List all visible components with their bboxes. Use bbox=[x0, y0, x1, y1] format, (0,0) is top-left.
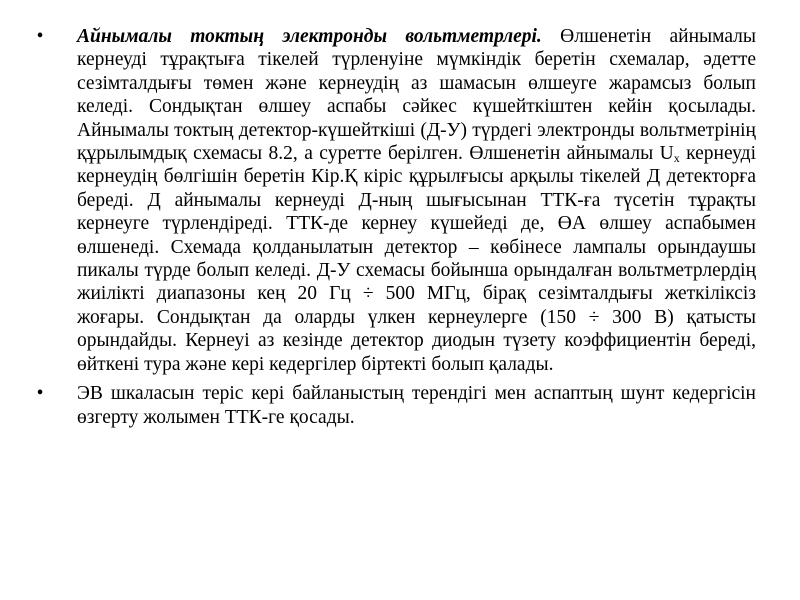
bullet-dot-icon: • bbox=[36, 383, 44, 405]
voltage-subscript: x bbox=[673, 151, 680, 166]
bullet-heading: Айнымалы токтың электронды вольтметрлері. bbox=[77, 26, 542, 47]
bullet-text-part-1: Өлшенетін айнымалы кернеуді тұрақтыға тікелей түрленуіне мүмкіндік беретін схемалар, әдетте сезімталдығы төмен және кернеудің аз шамасын өлшеуге жарамсыз болып келеді. Сондықтан өлшеу аспабы сәйкес күшейткіштен кейін қосылады. Айнымалы токтың детектор-күшейткіші (Д-У) түрдегі электронды вольтметрінің құрылымдық схемасы 8.2, а суретте берілген. Өлшенетін айнымалы U bbox=[77, 26, 756, 165]
bullet-text-part-2: кернеуді кернеудің бөлгішін беретін Кір.Қ кіріс құрылғысы арқылы тікелей Д детекторға береді. Д айнымалы кернеуді Д-ның шығысынан ТТК-ға түсетін тұрақты кернеуге түрлендіреді. ТТК-де кернеу күшейеді де, ӨА өлшеу аспабымен өлшенеді. Схемада қолданылатын детектор – көбінесе лампалы орындаушы пикалы түрде болып келеді. Д-У схемасы бойынша орындалған вольтметрлердің жиілікті диапазоны кең 20 Гц ÷ 500 МГц, бірақ сезімталдығы жеткіліксіз жоғары. Сондықтан да оларды үлкен кернеулерге (150 ÷ 300 В) қатысты орындайды. Кернеуі аз кезінде детектор диодын түзету коэффициентін береді, өйткені тура және кері кедергілер біртекті болып қалады. bbox=[77, 143, 756, 375]
bullet-list bbox=[34, 25, 756, 429]
bullet-dot-icon: • bbox=[36, 26, 44, 47]
bullet-text: ЭВ шкаласын теріс кері байланыстың терендігі мен аспаптың шунт кедергісін өзгерту жолымен ТТК-ге қосады. bbox=[77, 383, 756, 428]
bullet-item-scale bbox=[34, 382, 756, 429]
bullet-item-voltmeters bbox=[34, 25, 756, 376]
